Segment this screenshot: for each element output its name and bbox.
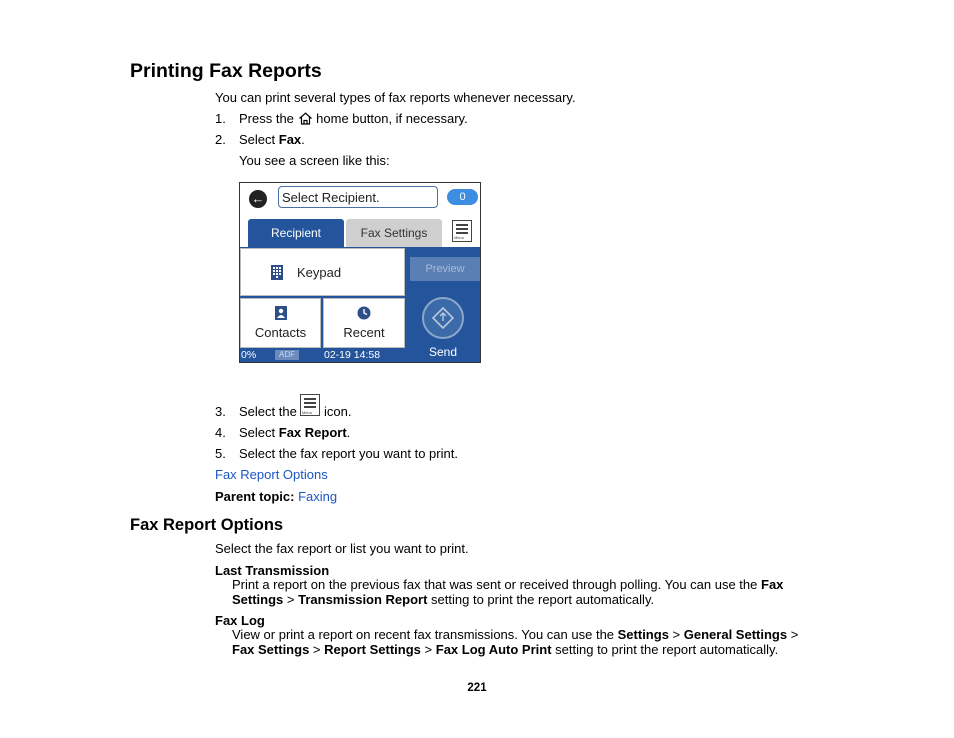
status-datetime: 02-19 14:58 [324,349,381,361]
fl-line2-b2: Report Settings [324,642,421,657]
desc-last-transmission-line2 [232,592,654,607]
desc-fax-log-line1 [232,627,798,642]
recent-button[interactable] [323,298,405,348]
desc-fax-log-line2 [232,642,778,657]
step-3-number: 3. [215,404,226,419]
menu-icon-label: Menu [454,235,465,240]
preview-button[interactable]: Preview [410,257,480,281]
step-1-post: home button, if necessary. [316,111,468,126]
step-5-number: 5. [215,446,226,461]
lt-line2-b1: Settings [232,592,284,607]
step-2-post: . [301,132,305,147]
lt-line2-b2: Transmission Report [298,592,428,607]
fl-line2-sep1: > [309,642,325,657]
fl-line2-sep2: > [420,642,436,657]
fl-line1-b2: General Settings [683,627,788,642]
printer-screen-image [239,182,481,363]
step-3-post: icon. [324,404,352,419]
step-4-pre: Select [239,425,276,440]
step-3 [239,404,297,419]
step-2-bold: Fax [278,132,302,147]
send-button[interactable] [422,297,464,339]
status-bar [240,348,405,362]
status-adf: ADF [275,350,299,360]
menu-icon-label: Menu [302,410,313,415]
contacts-label: Contacts [254,325,307,340]
lt-line1-bold: Fax [761,577,784,592]
fl-line2-b1: Fax Settings [232,642,310,657]
parent-topic [215,489,337,504]
step-5: Select the fax report you want to print. [239,446,458,461]
intro-text: You can print several types of fax reports whenever necessary. [215,90,576,105]
fax-report-options-link[interactable]: Fax Report Options [215,467,328,482]
lt-line1-pre: Print a report on the previous fax that was sent or received through polling. You can use the [232,577,761,592]
fl-line2-post: setting to print the report automatically. [551,642,779,657]
contacts-button[interactable] [240,298,321,348]
step-2-number: 2. [215,132,226,147]
keypad-button[interactable] [240,248,405,296]
keypad-icon [271,265,283,283]
term-last-transmission: Last Transmission [215,563,330,578]
fl-line1-sep2: > [787,627,799,642]
step-1-pre: Press the [239,111,294,126]
step-4-post: . [346,425,351,440]
desc-last-transmission-line1 [232,577,783,592]
back-arrow-icon[interactable]: ← [249,190,267,208]
send-label: Send [428,345,458,359]
keypad-label: Keypad [297,265,342,280]
parent-topic-label: Parent topic: [215,489,295,504]
faxing-link[interactable]: Faxing [298,489,338,504]
step-4-number: 4. [215,425,226,440]
lt-line2-sep: > [283,592,299,607]
fl-line2-b3: Fax Log Auto Print [435,642,552,657]
screen-intro: You see a screen like this: [239,153,390,168]
menu-icon [300,394,320,416]
recent-label: Recent [343,325,385,340]
step-2 [239,132,305,147]
step-1-number: 1. [215,111,226,126]
section-title-fax-report-options: Fax Report Options [130,516,284,534]
fl-line1-b1: Settings [617,627,669,642]
fl-line1-sep1: > [668,627,684,642]
step-4-bold: Fax Report [278,425,347,440]
recipient-field[interactable]: Select Recipient. [278,186,438,208]
status-percent: 0% [241,349,257,361]
step-4 [239,425,350,440]
section2-intro: Select the fax report or list you want to print. [215,541,469,556]
step-1 [239,111,468,128]
tab-recipient[interactable]: Recipient [248,219,344,247]
recipient-count-badge: 0 [447,189,478,205]
page-title: Printing Fax Reports [130,60,322,82]
contacts-icon [241,306,320,323]
step-2-pre: Select [239,132,276,147]
fl-line1-pre: View or print a report on recent fax transmissions. You can use the [232,627,618,642]
tab-fax-settings[interactable]: Fax Settings [346,219,442,247]
lt-line2-post: setting to print the report automatically. [427,592,655,607]
home-icon [298,112,313,128]
screen-tabs [240,217,480,247]
screen-topbar [240,183,480,217]
clock-icon [324,306,404,323]
term-fax-log: Fax Log [215,613,265,628]
step-3-pre: Select the [239,404,297,419]
send-diamond-icon [424,299,462,337]
menu-icon[interactable] [452,220,472,242]
page-number: 221 [467,682,487,694]
